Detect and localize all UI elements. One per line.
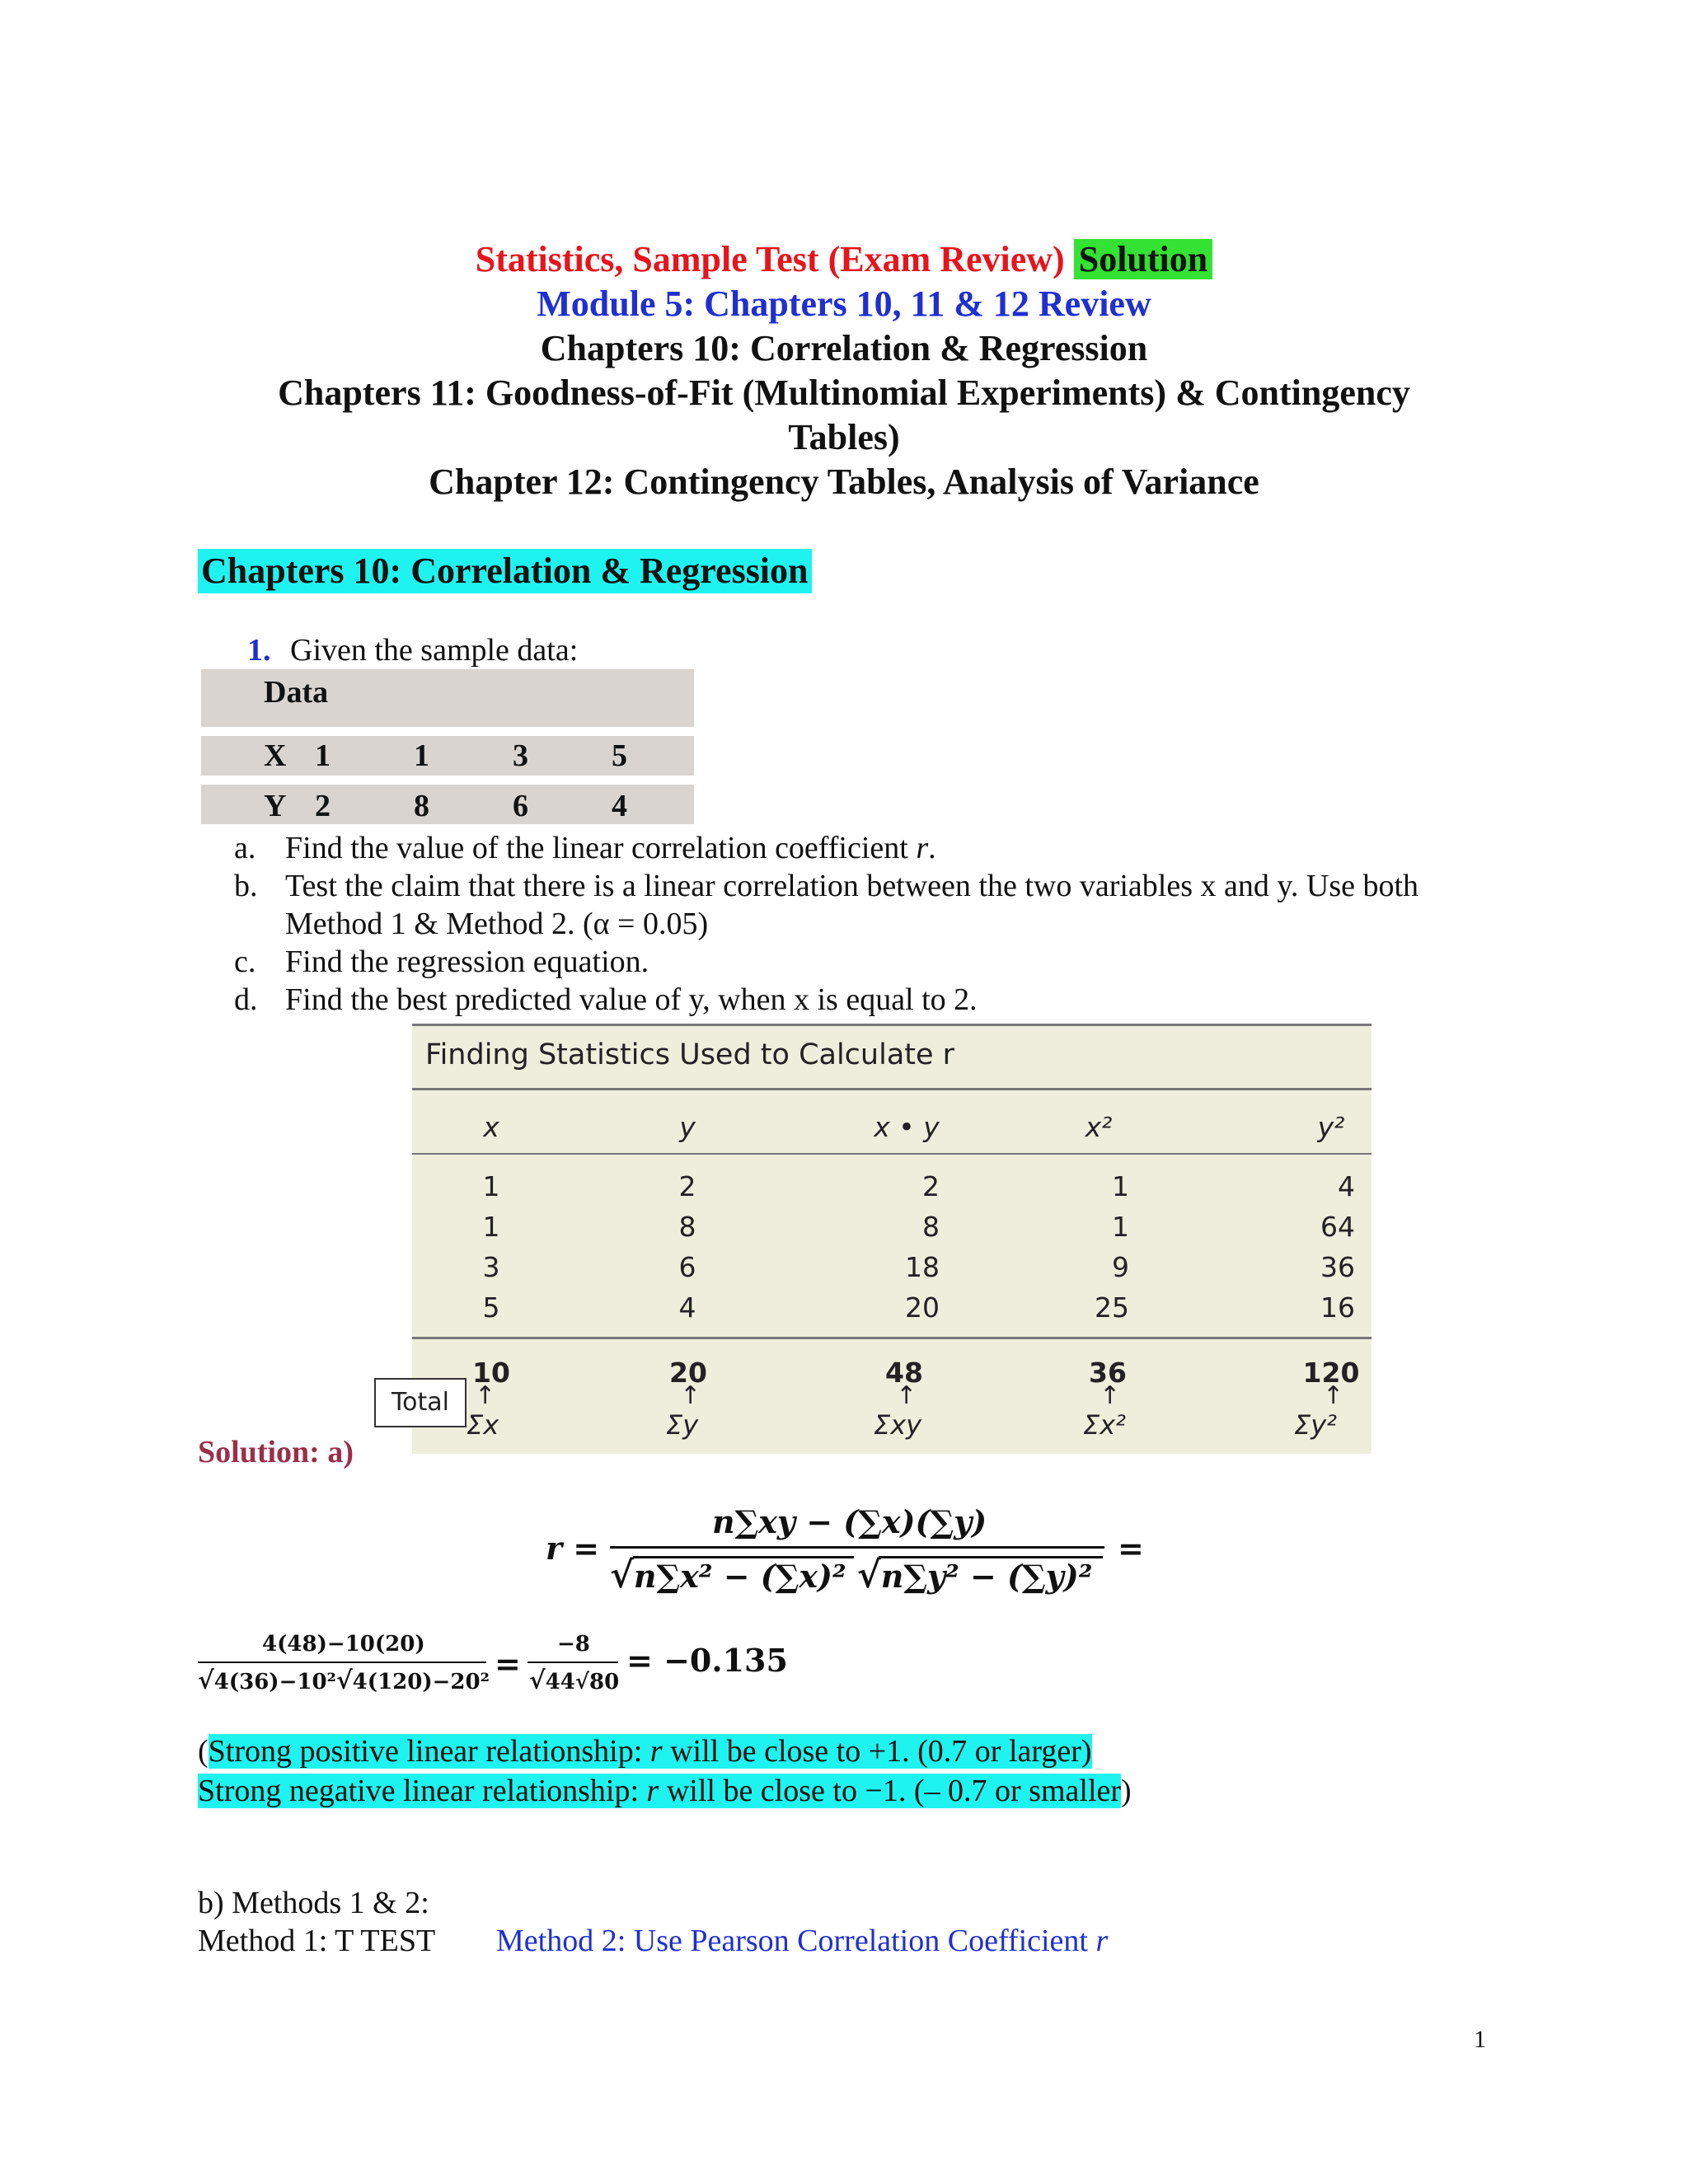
header-x-squared: x² (1085, 1111, 1113, 1143)
method-2-text: Method 2: Use Pearson Correlation Coefficient (496, 1924, 1096, 1958)
x-value: 1 (315, 738, 331, 773)
calc-numerator: 4(48)−10(20) (262, 1632, 425, 1657)
cell: 18 (905, 1251, 940, 1283)
cell: 6 (678, 1251, 696, 1283)
sum-label: Σy (666, 1409, 699, 1441)
section-heading: Chapters 10: Correlation & Regression (198, 549, 812, 593)
sum-label: Σx (467, 1409, 499, 1441)
part-b-text-cont: Method 1 & Method 2. (α = 0.05) (285, 907, 709, 941)
sum-label: Σx² (1083, 1409, 1126, 1441)
title-main: Statistics, Sample Test (Exam Review) (475, 239, 1065, 279)
formula-sqrt-bar-1 (633, 1556, 854, 1558)
header-xy: x • y (874, 1111, 940, 1143)
formula-den-2: n∑y² − (∑y)² (880, 1558, 1093, 1595)
question-prompt: Given the sample data: (290, 633, 579, 668)
cell: 25 (1095, 1291, 1129, 1324)
method-1: Method 1: T TEST (198, 1924, 436, 1958)
part-letter: c. (234, 944, 256, 979)
part-c (234, 943, 649, 981)
cell: 1 (1112, 1211, 1129, 1243)
header-x: x (483, 1111, 499, 1143)
up-arrow-icon: ↑ (896, 1381, 917, 1410)
formula-numerator: n∑xy − (∑x)(∑y) (712, 1503, 987, 1540)
cell: 1 (482, 1211, 500, 1243)
part-a-var: r (916, 831, 929, 865)
cell: 4 (1338, 1170, 1355, 1202)
note-negative (198, 1772, 1132, 1810)
part-b (234, 867, 1419, 905)
calc-den-1: 4(36)−10² (213, 1670, 336, 1694)
y-value: 8 (414, 789, 429, 823)
part-d (234, 981, 978, 1019)
calc2-denominator: √44√80 (529, 1666, 620, 1695)
question-number: 1. (247, 633, 271, 668)
y-value: 4 (612, 789, 627, 823)
part-a (234, 829, 936, 867)
formula-eq: = (1118, 1530, 1144, 1567)
x-value: 1 (414, 738, 429, 773)
cell: 8 (678, 1211, 696, 1243)
cell: 36 (1320, 1251, 1355, 1283)
table-title: Finding Statistics Used to Calculate r (425, 1038, 955, 1071)
note-positive (198, 1732, 1092, 1770)
note-line1-var: r (649, 1734, 663, 1769)
cell: 2 (922, 1170, 940, 1202)
up-arrow-icon: ↑ (1100, 1381, 1121, 1410)
chapter-12-line: Chapter 12: Contingency Tables, Analysis of Variance (429, 462, 1259, 502)
sum-label: Σy² (1294, 1409, 1337, 1441)
method-2 (496, 1922, 1108, 1960)
part-c-text: Find the regression equation. (285, 944, 649, 979)
document-title (0, 237, 1688, 282)
part-a-text: Find the value of the linear correlation coefficient (285, 831, 917, 865)
calc-fraction-bar (198, 1661, 486, 1663)
formula-den-1: n∑x² − (∑x)² (633, 1558, 846, 1595)
header-y-squared: y² (1317, 1111, 1345, 1143)
question-1 (247, 631, 578, 669)
cell: 5 (482, 1291, 500, 1324)
calc-denominator: √4(36)−10²√4(120)−20² (198, 1666, 490, 1695)
up-arrow-icon: ↑ (1323, 1381, 1344, 1410)
note-line2-post: will be close to −1. (– 0.7 or smaller (659, 1774, 1122, 1808)
x-value: 3 (513, 738, 528, 773)
cell: 9 (1112, 1251, 1129, 1283)
note-line2-pre: Strong negative linear relationship: (198, 1774, 647, 1808)
cell: 2 (678, 1170, 696, 1202)
calc-eq: = (495, 1645, 521, 1682)
calc2-fraction-bar (528, 1661, 618, 1663)
part-b-text: Test the claim that there is a linear correlation between the two variables x and y. Use both (285, 869, 1419, 903)
chapter-10-line: Chapters 10: Correlation & Regression (540, 328, 1148, 368)
data-row-x (201, 736, 694, 776)
note-paren-open: ( (198, 1734, 209, 1769)
x-value: 5 (612, 738, 627, 773)
cell: 1 (1112, 1170, 1129, 1202)
total-sum-y2: 120 (1302, 1357, 1360, 1389)
cell: 1 (482, 1170, 500, 1202)
solution-badge: Solution (1074, 239, 1213, 279)
chapter-11-line-cont: Tables) (788, 417, 900, 457)
cell: 16 (1320, 1291, 1355, 1324)
total-callout: Total (374, 1378, 467, 1427)
part-letter: d. (234, 982, 258, 1017)
formula-sqrt-bar-2 (879, 1556, 1103, 1558)
x-label: X (264, 738, 287, 773)
method-2-var: r (1095, 1924, 1109, 1958)
solution-label: Solution: a) (198, 1435, 354, 1469)
page-number: 1 (1474, 2026, 1486, 2053)
note-line2-var: r (646, 1774, 659, 1808)
calc-den-2: 4(120)−20² (352, 1670, 490, 1694)
chapter-11-line: Chapters 11: Goodness-of-Fit (Multinomial Experiments) & Contingency (278, 373, 1410, 413)
formula-lhs: r = (546, 1530, 600, 1567)
calc2-den: 44√80 (545, 1670, 620, 1694)
result: = −0.135 (626, 1642, 788, 1679)
cell: 20 (905, 1291, 940, 1324)
module-line: Module 5: Chapters 10, 11 & 12 Review (537, 284, 1151, 324)
total-sum-y: 20 (669, 1357, 707, 1389)
note-line1-pre: Strong positive linear relationship: (208, 1734, 650, 1769)
data-label: Data (264, 675, 329, 710)
total-sum-x: 10 (472, 1357, 510, 1389)
note-paren-close: ) (1121, 1774, 1132, 1808)
y-label: Y (264, 789, 287, 823)
part-d-text: Find the best predicted value of y, when x is equal to 2. (285, 982, 978, 1017)
calc2-numerator: −8 (557, 1632, 590, 1657)
part-a-post: . (928, 831, 936, 865)
cell: 3 (482, 1251, 500, 1283)
part-letter: b. (234, 869, 258, 903)
part-letter: a. (234, 831, 256, 865)
up-arrow-icon: ↑ (475, 1381, 496, 1410)
cell: 64 (1320, 1211, 1355, 1243)
data-row-y (201, 785, 694, 824)
sum-label: Σxy (874, 1409, 922, 1441)
up-arrow-icon: ↑ (680, 1381, 701, 1410)
cell: 4 (678, 1291, 696, 1324)
note-line1-post: will be close to +1. (0.7 or larger) (662, 1734, 1092, 1769)
formula-denominator: √n∑x² − (∑x)² √n∑y² − (∑y)² (610, 1554, 1093, 1596)
total-sum-x2: 36 (1089, 1357, 1127, 1389)
cell: 8 (922, 1211, 940, 1243)
y-value: 2 (315, 789, 331, 823)
y-value: 6 (513, 789, 528, 823)
formula-fraction-bar (610, 1546, 1104, 1549)
statistics-table (412, 1024, 1372, 1454)
part-b-heading: b) Methods 1 & 2: (198, 1886, 429, 1920)
total-sum-xy: 48 (885, 1357, 923, 1389)
header-y: y (679, 1111, 696, 1143)
